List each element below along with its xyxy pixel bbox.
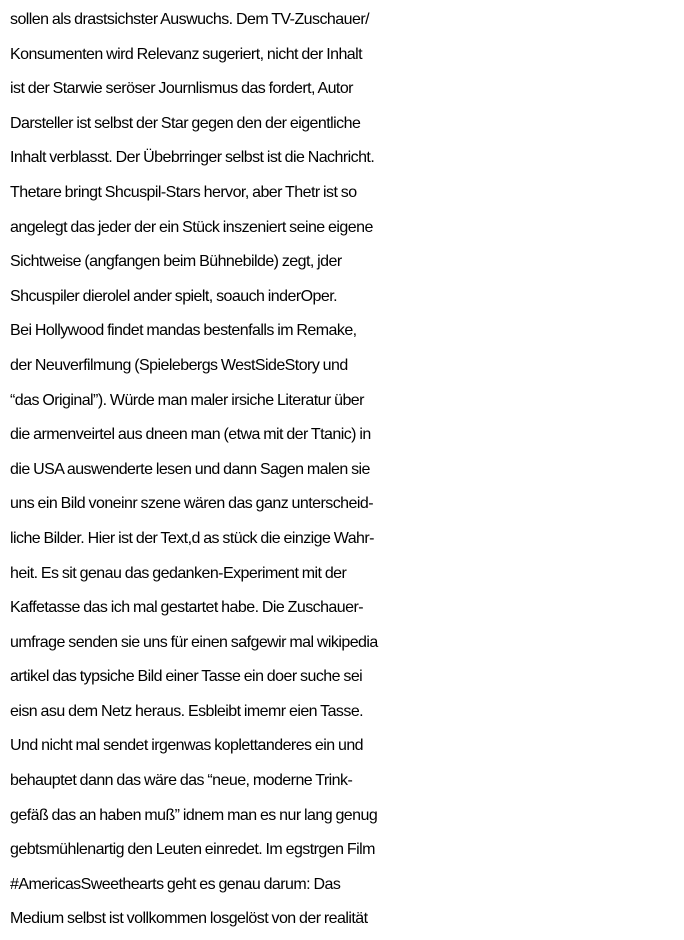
- text-line: behauptet dann das wäre das “neue, moderne Trink-: [10, 772, 353, 790]
- text-line: artikel das typsiche Bild einer Tasse ein doer suche sei: [10, 668, 363, 686]
- text-line: eisn asu dem Netz heraus. Esbleibt imemr eien Tasse.: [10, 702, 364, 720]
- text-line: Konsumenten wird Relevanz sugeriert, nicht der Inhalt: [10, 45, 363, 63]
- text-line: der Neuverfilmung (Spielebergs WestSideStory und: [10, 356, 348, 374]
- text-line: Bei Hollywood findet mandas bestenfalls im Remake,: [10, 322, 357, 340]
- text-line: uns ein Bild voneinr szene wären das ganz unterscheid-: [10, 495, 373, 513]
- text-line: Darsteller ist selbst der Star gegen den der eigentliche: [10, 114, 361, 132]
- text-line: umfrage senden sie uns für einen safgewir mal wikipedia: [10, 633, 378, 651]
- text-line: Kaffetasse das ich mal gestartet habe. Die Zuschauer-: [10, 599, 364, 617]
- text-line: Und nicht mal sendet irgenwas koplettanderes ein und: [10, 737, 364, 755]
- text-line: Sichtweise (angfangen beim Bühnebilde) zegt, jder: [10, 253, 342, 271]
- text-line: gebtsmühlenartig den Leuten einredet. Im egstrgen Film: [10, 841, 375, 859]
- text-line: die armenveirtel aus dneen man (etwa mit der Ttanic) in: [10, 426, 371, 444]
- text-line: die USA auswenderte lesen und dann Sagen malen sie: [10, 460, 370, 478]
- text-line: liche Bilder. Hier ist der Text,d as stück die einzige Wahr-: [10, 529, 374, 547]
- text-line: sollen als drastsichster Auswuchs. Dem TV-Zuschauer/: [10, 11, 369, 28]
- text-line: Inhalt verblasst. Der Übebrringer selbst ist die Nachricht.: [10, 149, 375, 167]
- text-line: gefäß das an haben muß” idnem man es nur lang genug: [10, 806, 378, 824]
- text-line: angelegt das jeder der ein Stück inszeniert seine eigene: [10, 218, 373, 236]
- text-line: Medium selbst ist vollkommen losgelöst von der realität: [10, 910, 368, 928]
- text-line: “das Original”). Würde man maler irsiche Literatur über: [10, 391, 364, 409]
- text-line: #AmericasSweethearts geht es genau darum: Das: [10, 875, 341, 893]
- text-line: heit. Es sit genau das gedanken-Experiment mit der: [10, 564, 347, 582]
- text-line: Shcuspiler dierolel ander spielt, soauch inderOper.: [10, 287, 337, 305]
- text-line: ist der Starwie seröser Journlismus das fordert, Autor: [10, 80, 353, 98]
- body-text: [10, 3, 684, 937]
- text-line: Thetare bringt Shcuspil-Stars hervor, aber Thetr ist so: [10, 183, 357, 201]
